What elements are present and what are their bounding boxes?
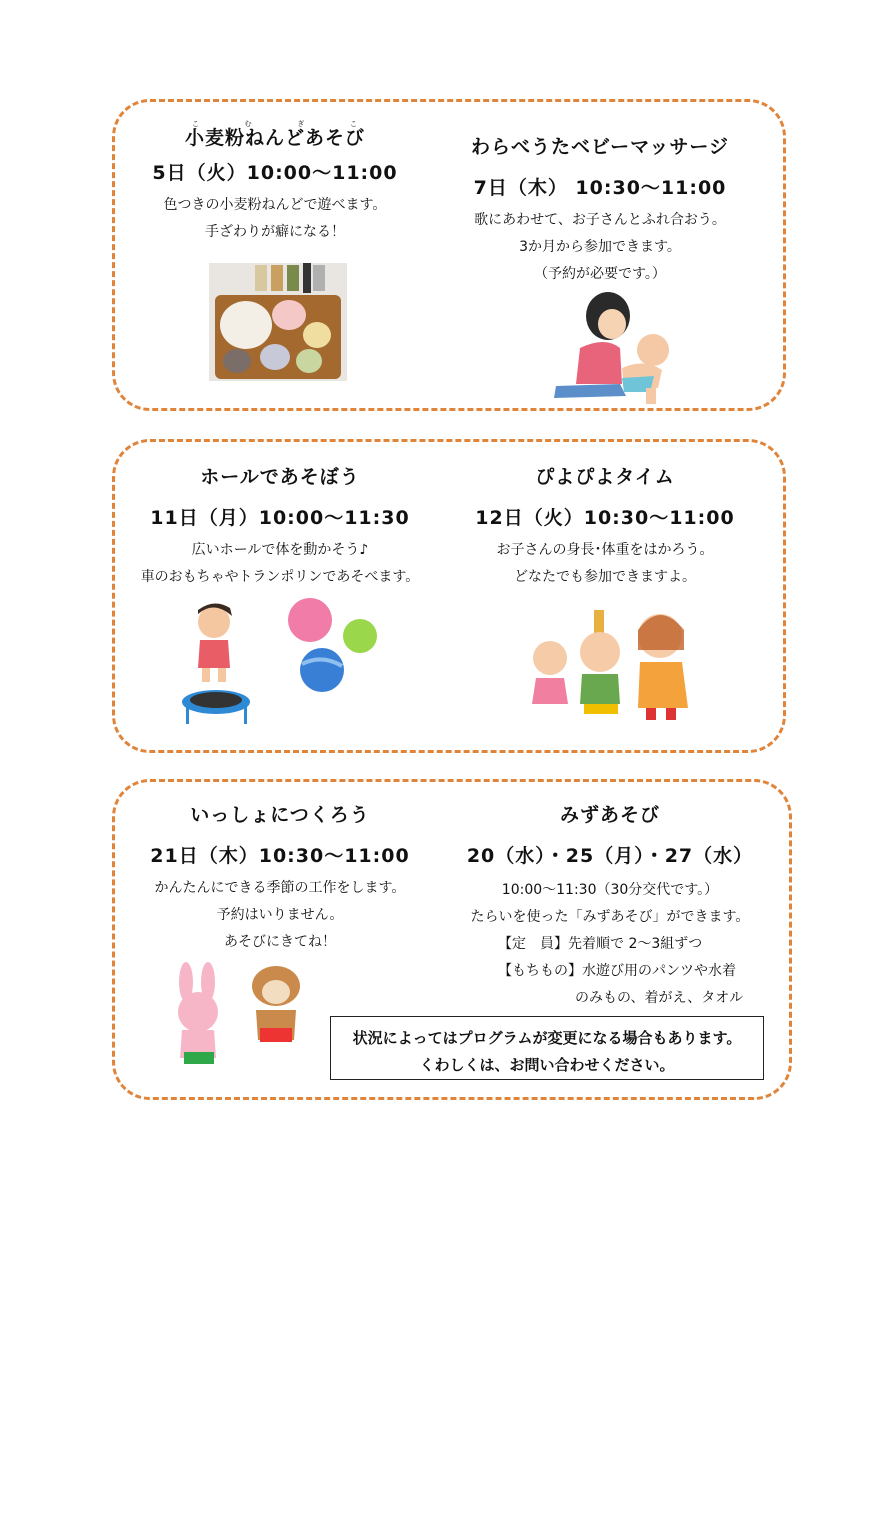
program-line: お子さんの身長･体重をはかろう。 (496, 542, 714, 558)
notice-line-2: くわしくは、お問い合わせください。 (419, 1056, 675, 1074)
measurement-illustration (528, 600, 698, 724)
program-line: 【もちもの】水遊び用のパンツや水着 (498, 963, 736, 979)
program-date: 5日（火）10:00～11:00 (152, 162, 398, 184)
program-date: 12日（火）10:30～11:00 (475, 507, 735, 529)
program-line: 3か月から参加できます。 (519, 239, 681, 255)
program-baby-massage (445, 132, 755, 284)
program-date: 21日（木）10:30～11:00 (150, 845, 410, 867)
trampoline-illustration (180, 600, 260, 730)
rabbit-dog-illustration (166, 960, 316, 1080)
program-line: 広いホールで体を動かそう♪ (191, 542, 369, 558)
notice-line-1: 状況によってはプログラムが変更になる場合もあります。 (352, 1029, 742, 1047)
program-date: 11日（月）10:00～11:30 (150, 507, 410, 529)
program-line: （予約が必要です。） (534, 266, 666, 282)
program-line: どなたでも参加できますよ。 (514, 569, 696, 585)
program-title: いっしょにつくろう (190, 804, 370, 826)
program-craft (130, 800, 430, 952)
notice-box (330, 1016, 764, 1080)
program-line: 車のおもちゃやトランポリンであそべます。 (140, 569, 420, 585)
program-line: のみもの、着がえ、タオル (575, 990, 744, 1006)
program-line: あそびにきてね！ (224, 934, 336, 950)
program-title: わらべうたベビーマッサージ (470, 136, 730, 158)
program-line: 予約はいりません。 (216, 907, 344, 923)
program-date: 7日（木） 10:30～11:00 (473, 177, 727, 199)
program-line: 10:00～11:30（30分交代です。） (501, 882, 719, 898)
program-hall (130, 462, 430, 587)
program-title: ホールであそぼう (200, 466, 360, 488)
program-line: 【定 員】先着順で 2～3組ずつ (498, 936, 703, 952)
balls-illustration (284, 596, 384, 694)
program-water-play (460, 800, 760, 1008)
program-line: 手ざわりが癖になる！ (205, 224, 345, 240)
clay-photo (209, 263, 347, 381)
program-title: ぴよぴよタイム (535, 466, 675, 488)
program-piyopiyo (455, 462, 755, 587)
program-title: 小麦粉ねんどあそびこむぎこ (184, 120, 365, 149)
program-line: たらいを使った「みずあそび」ができます。 (470, 909, 750, 925)
program-title: みずあそび (559, 804, 660, 826)
mother-baby-illustration (550, 288, 680, 410)
program-line: かんたんにできる季節の工作をします。 (154, 880, 406, 896)
program-clay (130, 120, 420, 242)
program-line: 色つきの小麦粉ねんどで遊べます。 (163, 197, 387, 213)
program-date: 20（水）・25（月）・27（水） (466, 845, 754, 867)
program-line: 歌にあわせて、お子さんとふれ合おう。 (474, 212, 726, 228)
